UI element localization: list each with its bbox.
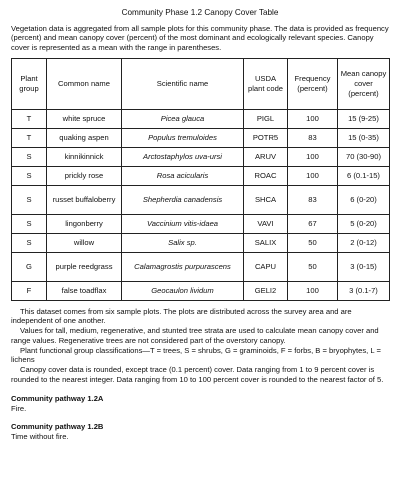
cell-usda-code: CAPU xyxy=(244,252,288,281)
cell-common-name: lingonberry xyxy=(47,214,122,233)
cell-frequency: 83 xyxy=(288,128,338,147)
table-row xyxy=(12,128,390,147)
note-tree-strata: Values for tall, medium, regenerative, and stunted tree strata are used to calculate mean canopy cover and range values. Regenerative trees are not considered part of the overstory canopy. xyxy=(11,326,379,345)
cell-common-name: white spruce xyxy=(47,109,122,128)
cell-usda-code: POTR5 xyxy=(244,128,288,147)
cell-scientific-name: Picea glauca xyxy=(122,109,244,128)
header-scientific-name: Scientific name xyxy=(122,58,244,109)
table-row xyxy=(12,185,390,214)
cell-mean-cover: 2 (0-12) xyxy=(338,233,390,252)
cell-frequency: 100 xyxy=(288,147,338,166)
cell-plant-group: S xyxy=(12,166,47,185)
table-title: Community Phase 1.2 Canopy Cover Table xyxy=(121,8,279,17)
table-row xyxy=(12,147,390,166)
pathway-1-2b xyxy=(11,422,389,441)
cell-mean-cover: 5 (0-20) xyxy=(338,214,390,233)
cell-mean-cover: 6 (0-20) xyxy=(338,185,390,214)
cell-frequency: 50 xyxy=(288,233,338,252)
cell-usda-code: SALIX xyxy=(244,233,288,252)
cell-plant-group: T xyxy=(12,128,47,147)
cell-plant-group: T xyxy=(12,109,47,128)
cell-scientific-name: Rosa acicularis xyxy=(122,166,244,185)
cell-scientific-name: Salix sp. xyxy=(122,233,244,252)
intro-paragraph: Vegetation data is aggregated from all sample plots for this community phase. The data is provided as frequency (percent) and mean canopy cover (percent) of the most dominant and ecologically relevant species. Canopy cover is represented as a mean with the range in parentheses. xyxy=(11,23,389,52)
note-functional-groups: Plant functional group classifications—T = trees, S = shrubs, G = graminoids, F = forbs, B = bryophytes, L = lichens xyxy=(11,345,381,365)
table-row xyxy=(12,214,390,233)
cell-frequency: 100 xyxy=(288,166,338,185)
pathway-heading: Community pathway 1.2B xyxy=(11,421,104,431)
table-row xyxy=(12,281,390,300)
cell-scientific-name: Calamagrostis purpurascens xyxy=(122,252,244,281)
note-sample-plots: This dataset comes from six sample plots. The plots are distributed across the survey area and are independent of one another. xyxy=(11,306,352,326)
table-row xyxy=(12,166,390,185)
canopy-cover-table xyxy=(11,58,390,301)
cell-mean-cover: 6 (0.1-15) xyxy=(338,166,390,185)
cell-scientific-name: Populus tremuloides xyxy=(122,128,244,147)
cell-usda-code: GELI2 xyxy=(244,281,288,300)
cell-common-name: purple reedgrass xyxy=(47,252,122,281)
cell-plant-group: S xyxy=(12,147,47,166)
table-header-row xyxy=(12,58,390,109)
cell-frequency: 100 xyxy=(288,109,338,128)
cell-common-name: quaking aspen xyxy=(47,128,122,147)
cell-plant-group: G xyxy=(12,252,47,281)
notes-section xyxy=(11,307,389,385)
table-body xyxy=(12,109,390,300)
cell-common-name: prickly rose xyxy=(47,166,122,185)
cell-plant-group: S xyxy=(12,233,47,252)
header-mean-cover: Mean canopy cover (percent) xyxy=(338,58,390,109)
cell-common-name: kinnikinnick xyxy=(47,147,122,166)
cell-frequency: 50 xyxy=(288,252,338,281)
cell-common-name: russet buffaloberry xyxy=(47,185,122,214)
header-common-name: Common name xyxy=(47,58,122,109)
cell-usda-code: SHCA xyxy=(244,185,288,214)
cell-mean-cover: 15 (0-35) xyxy=(338,128,390,147)
cell-common-name: willow xyxy=(47,233,122,252)
header-usda-code: USDA plant code xyxy=(244,58,288,109)
cell-scientific-name: Geocaulon lividum xyxy=(122,281,244,300)
cell-frequency: 100 xyxy=(288,281,338,300)
cell-frequency: 83 xyxy=(288,185,338,214)
cell-usda-code: VAVI xyxy=(244,214,288,233)
cell-usda-code: ARUV xyxy=(244,147,288,166)
pathway-text: Time without fire. xyxy=(11,431,69,441)
cell-mean-cover: 15 (9-25) xyxy=(338,109,390,128)
note-rounding: Canopy cover data is rounded, except trace (0.1 percent) cover. Data ranging from 1 to 9 percent cover is rounded to the nearest integer. Data ranging from 10 to 100 percent cover is rounded to the nearest factor of 5. xyxy=(11,364,384,384)
cell-scientific-name: Shepherdia canadensis xyxy=(122,185,244,214)
cell-scientific-name: Arctostaphylos uva-ursi xyxy=(122,147,244,166)
cell-plant-group: S xyxy=(12,214,47,233)
cell-common-name: false toadflax xyxy=(47,281,122,300)
cell-frequency: 67 xyxy=(288,214,338,233)
pathway-text: Fire. xyxy=(11,404,27,414)
header-plant-group: Plant group xyxy=(12,58,47,109)
cell-mean-cover: 70 (30-90) xyxy=(338,147,390,166)
table-row xyxy=(12,233,390,252)
pathway-1-2a xyxy=(11,394,389,413)
cell-plant-group: F xyxy=(12,281,47,300)
table-row xyxy=(12,109,390,128)
cell-mean-cover: 3 (0.1-7) xyxy=(338,281,390,300)
table-row xyxy=(12,252,390,281)
header-frequency: Frequency (percent) xyxy=(288,58,338,109)
cell-scientific-name: Vaccinium vitis-idaea xyxy=(122,214,244,233)
cell-plant-group: S xyxy=(12,185,47,214)
cell-mean-cover: 3 (0-15) xyxy=(338,252,390,281)
pathway-heading: Community pathway 1.2A xyxy=(11,394,104,404)
cell-usda-code: ROAC xyxy=(244,166,288,185)
cell-usda-code: PIGL xyxy=(244,109,288,128)
